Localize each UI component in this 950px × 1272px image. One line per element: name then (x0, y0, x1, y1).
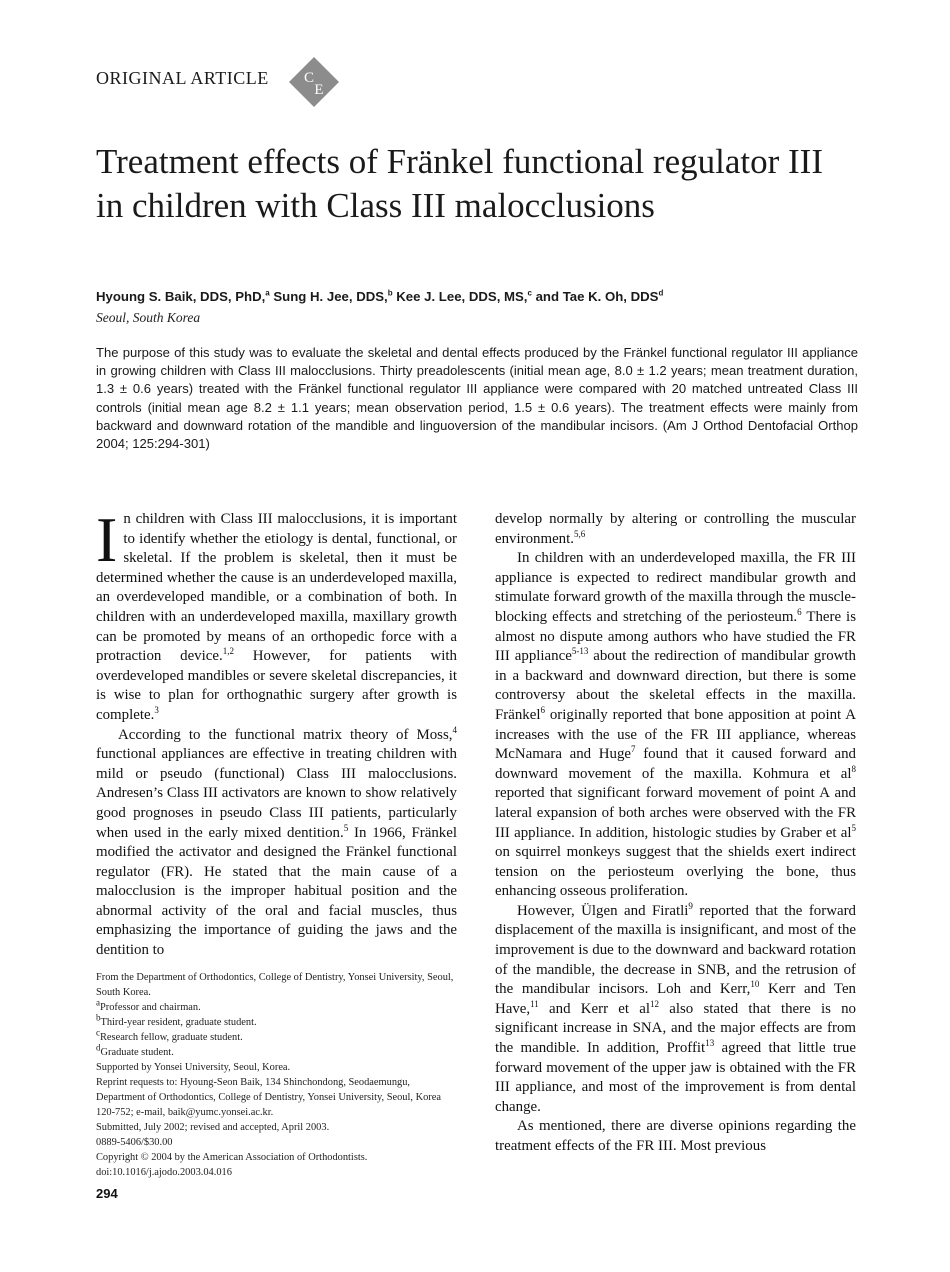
text-run: and Kerr et al (538, 1000, 650, 1017)
text-run: n children with Class III malocclusions, it is important to identify whether the etiology is dental, functional, or skeletal. If the problem is skeletal, then it must be determined whether the cause is an underdeveloped maxilla, an overdeveloped mandible, or a combination of both. In children with an underdeveloped maxilla, maxillary growth can be promoted by means of an orthopedic force with a protraction device. (96, 511, 457, 665)
footnote-submitted: Submitted, July 2002; revised and accepted, April 2003. (96, 1122, 330, 1133)
article-title: Treatment effects of Fränkel functional regulator III in children with Class III malocclusions (96, 142, 823, 225)
footnote-text: Professor and chairman. (100, 1002, 201, 1013)
citation: 5 (343, 822, 349, 833)
author-mark: c (527, 288, 532, 298)
text-run: reported that the forward displacement of the maxilla is insignificant, and most of the improvement is due to the downward and backward rotation of the mandible, the decrease in SNB, and the retrusion of the mandibular incisors. Loh and Kerr, (495, 902, 856, 998)
author-mark: d (658, 288, 664, 298)
ce-badge-icon (288, 56, 340, 108)
author-name: Hyoung S. Baik, DDS, PhD, (96, 289, 266, 304)
author-list (96, 289, 856, 304)
body-column-left (96, 504, 457, 961)
footnote-text: Graduate student. (100, 1047, 174, 1058)
author-name: Kee J. Lee, DDS, MS, (396, 289, 528, 304)
abstract: The purpose of this study was to evaluate the skeletal and dental effects produced by the Fränkel functional regulator III appliance in growing children with Class III malocclusions. Thirty preadolescents (initial mean age, 8.0 ± 1.2 years; mean treatment duration, 1.3 ± 0.6 years) treated with the Fränkel functional regulator III appliance were compared with 20 matched untreated Class III controls (initial mean age 8.2 ± 1.1 years; mean observation period, 1.5 ± 0.6 years). The treatment effects were mainly from backward and downward rotation of the mandible and linguoversion of the mandibular incisors. (Am J Orthod Dentofacial Orthop 2004; 125:294-301) (96, 345, 858, 452)
text-run: In children with an underdeveloped maxilla, the FR III appliance is expected to redirect mandibular growth and stimulate forward growth of the maxilla through the muscle-blocking effects and stretching of the periosteum. (495, 550, 856, 625)
author-name: Sung H. Jee, DDS, (273, 289, 388, 304)
body-paragraph (495, 510, 856, 549)
text-run: As mentioned, there are diverse opinions regarding the treatment effects of the FR III. Most previous (495, 1118, 856, 1154)
body-column-right (495, 510, 856, 1157)
text-run: also stated that there is no significant increase in SNA, and the major effects are from the mandible. In addition, Proffit (495, 1000, 856, 1057)
citation: 6 (540, 704, 545, 715)
body-paragraph (96, 504, 457, 726)
body-paragraph (495, 1117, 856, 1156)
footnote-mark: d (96, 1042, 101, 1053)
drop-cap: I (96, 504, 118, 575)
footnote-item (96, 997, 457, 1015)
text-run: However, Ülgen and Firatli (517, 902, 689, 919)
footnote-issn: 0889-5406/$30.00 (96, 1137, 173, 1148)
footnote-support: Supported by Yonsei University, Seoul, Korea. (96, 1062, 291, 1073)
text-run: on squirrel monkeys suggest that the shields exert indirect tension on the periosteum overlying the bone, thus enhancing osseous proliferation. (495, 844, 856, 900)
footnote-affiliation: From the Department of Orthodontics, College of Dentistry, Yonsei University, Seoul, South Korea. (96, 972, 454, 998)
author-location: Seoul, South Korea (96, 310, 201, 325)
text-run: According to the functional matrix theory of Moss, (118, 726, 453, 743)
citation: 5,6 (573, 528, 586, 539)
citation: 9 (688, 900, 693, 911)
text-run: There is almost no dispute among authors who have studied the FR III appliance (495, 608, 856, 665)
citation: 11 (530, 998, 539, 1009)
citation: 12 (650, 998, 659, 1009)
footnote-reprint: Reprint requests to: Hyoung-Seon Baik, 134 Shinchondong, Seodaemungu, Department of Orthodontics, College of Dentistry, Yonsei University, Seoul, Korea 120-752; e-mail, baik@yumc.yonsei.ac.kr. (96, 1077, 441, 1118)
text-run: found that it caused forward and downward movement of the maxilla. Kohmura et al (495, 746, 856, 782)
citation: 5 (851, 822, 856, 833)
text-run: reported that significant forward movement of point A and lateral expansion of both arches were observed with the FR III appliance. In addition, histologic studies by Graber et al (495, 785, 856, 841)
footnote-text: Research fellow, graduate student. (100, 1032, 243, 1043)
text-run: develop normally by altering or controlling the muscular environment. (495, 511, 856, 547)
body-paragraph (495, 549, 856, 902)
badge-letter-c: C (303, 70, 315, 86)
footnote-text: Third-year resident, graduate student. (100, 1017, 257, 1028)
footnote-item (96, 1012, 457, 1030)
footnote-mark: a (96, 997, 100, 1008)
footnote-item (96, 1042, 457, 1060)
footnote-copyright: Copyright © 2004 by the American Association of Orthodontists. (96, 1152, 368, 1163)
body-paragraph (96, 726, 457, 961)
author-mark: b (387, 288, 393, 298)
badge-letter-e: E (314, 82, 324, 98)
text-run: about the redirection of mandibular growth in a backward and downward direction, but there is some controversy about the skeletal effects in the maxilla. Fränkel (495, 648, 856, 723)
citation: 3 (154, 704, 159, 715)
text-run: In 1966, Fränkel modified the activator and designed the Fränkel functional regulator (FR). He stated that the main cause of a malocclusion is the improper habitual position and the abnormal activity of the oral and facial muscles, thus emphasizing the importance of guiding the jaws and the dentition to (96, 824, 457, 959)
citation: 8 (851, 763, 856, 774)
citation: 7 (631, 744, 636, 755)
footnotes (96, 970, 457, 1180)
citation: 4 (452, 724, 457, 735)
author-mark: a (265, 288, 270, 298)
citation: 1,2 (222, 646, 234, 657)
footnote-mark: c (96, 1027, 100, 1038)
text-run: originally reported that bone apposition at point A increases with the use of the FR III appliance, whereas McNamara and Huge (495, 706, 856, 763)
footnote-doi: doi:10.1016/j.ajodo.2003.04.016 (96, 1167, 232, 1178)
text-run: agreed that little true forward movement of the upper jaw is obtained with the FR III appliance, and most of the improvement is from dental change. (495, 1040, 856, 1115)
section-label: ORIGINAL ARTICLE (96, 68, 269, 88)
citation: 6 (797, 607, 802, 617)
citation: 13 (705, 1038, 715, 1049)
citation: 5-13 (571, 646, 589, 657)
text-run: Kerr and Ten Have, (495, 981, 856, 1017)
page-number: 294 (96, 1186, 118, 1201)
citation: 10 (750, 979, 760, 990)
body-paragraph (495, 902, 856, 1118)
footnote-mark: b (96, 1012, 101, 1023)
text-run: However, for patients with overdeveloped mandibles or severe skeletal discrepancies, it is wise to plan for orthognathic surgery after growth is complete. (96, 648, 457, 723)
text-run: functional appliances are effective in treating children with mild or pseudo (functional) Class III malocclusions. Andresen’s Class III activators are known to show relatively good prognoses in pseudo Class III patients, particularly when used in the early mixed dentition. (96, 746, 457, 841)
footnote-item (96, 1027, 457, 1045)
author-name: and Tae K. Oh, DDS (535, 289, 659, 304)
